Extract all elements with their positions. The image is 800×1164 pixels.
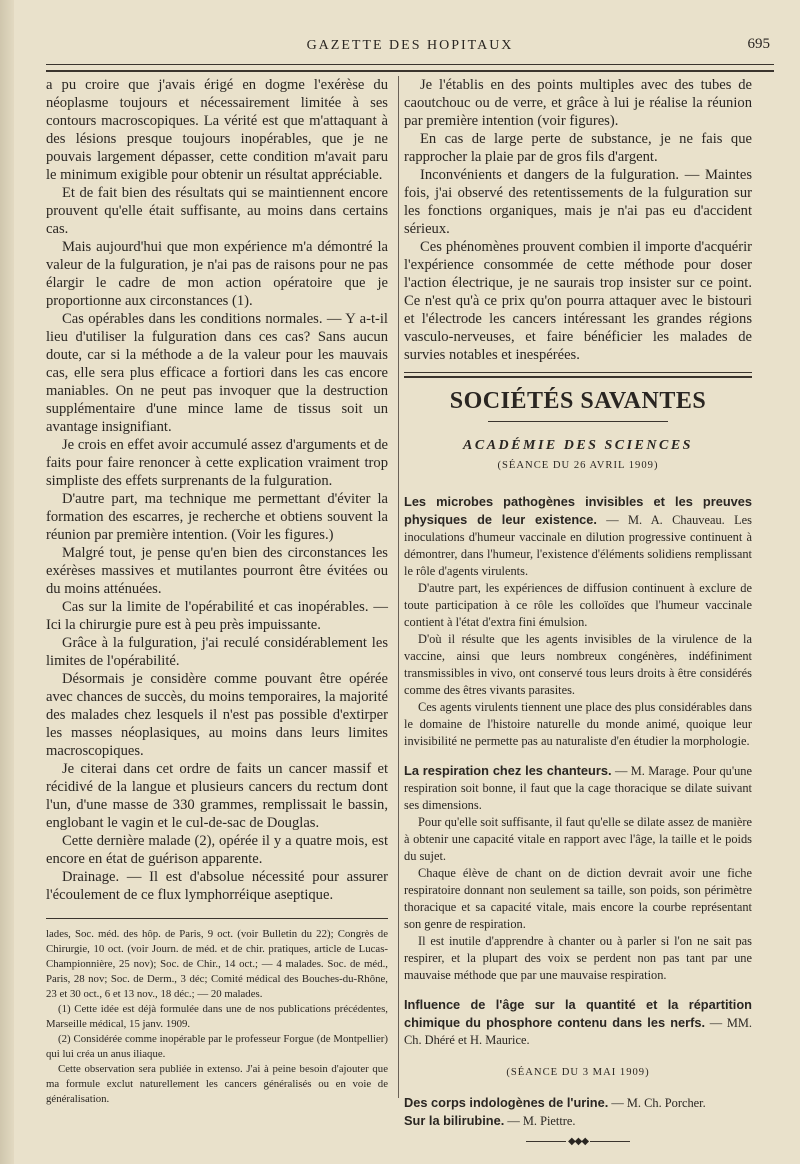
communication-heading <box>404 1112 752 1130</box>
footnotes <box>46 927 388 1107</box>
header-rule <box>46 64 774 72</box>
communication-title: La respiration chez les chanteurs. <box>404 763 612 778</box>
column-divider <box>398 76 399 1098</box>
end-ornament: ◆◆◆ <box>404 1136 752 1147</box>
paragraph: Inconvénients et dangers de la fulguration. — Maintes fois, j'ai observé des retentissements de la fulguration sur les fonctions organiques, mais je n'ai pas eu d'accident sérieux. <box>404 167 752 237</box>
seance-date: (SÉANCE DU 26 AVRIL 1909) <box>497 460 659 471</box>
communication-paragraph: D'où il résulte que les agents invisibles de la virulence de la vaccine, ainsi que leurs nombreux congénères, indéfiniment transmissibles in vivo, ont conservé tous leurs droits à être considérés comme des êtres vivants parasites. <box>404 632 752 697</box>
communication-title: Les microbes pathogènes invisibles et les preuves physiques de leur existence. <box>404 494 752 527</box>
communication-heading <box>404 1094 752 1112</box>
page-binding-edge <box>0 0 14 1164</box>
communication-authors: — M. Ch. Porcher. <box>611 1096 706 1110</box>
footnote: (1) Cette idée est déjà formulée dans une de nos publications précédentes, Marseille médical, 15 janv. 1909. <box>46 1003 388 1030</box>
footnote: lades, Soc. méd. des hôp. de Paris, 9 oct. (voir Bulletin du 22); Congrès de Chirurgie, 10 oct. (voir Journ. de méd. et de chir. pratiques, article de Lucas-Championnière, 25 nov); Soc. de Chir., 14 oct.; — 4 malades. Soc. de méd., Paris, 28 nov; Soc. de Derm., 3 déc; Comité médical des Bouches-du-Rhône, 23 et 30 oct., 6 et 13 nov., 18 déc.; — 20 malades. <box>46 928 388 1000</box>
communication-title: Des corps indologènes de l'urine. <box>404 1095 609 1110</box>
communication-paragraph: Pour qu'elle soit suffisante, il faut qu'elle se dilate assez de manière à obtenir une capacité vitale en rapport avec l'âge, la taille et le poids du sujet. <box>404 815 752 863</box>
section-title: SOCIÉTÉS SAVANTES <box>449 388 707 414</box>
academy-title: ACADÉMIE DES SCIENCES <box>463 438 693 453</box>
paragraph: Désormais je considère comme pouvant être opérée avec chances de succès, du moins temporaires, la majorité des malades chez lesquels il n'est pas possible d'extirper les masses néoplasiques, au moins dans leurs limites macroscopiques. <box>46 671 388 759</box>
communication-text: Pour qu'une respiration soit bonne, il faut que la cage thoracique se dilate suivant ses dimensions. <box>404 764 752 812</box>
paragraph: Ces phénomènes prouvent combien il importe d'acquérir l'expérience consommée de cette méthode pour doser l'action électrique, je ne saurais trop insister sur ce point. Ce n'est qu'à ce prix qu'on pourra attaquer avec le bistouri et l'électrode les cancers intéressant les grandes régions vasculo-nerveuses, et faire bénéficier les malades de survies notables et inespérées. <box>404 239 752 363</box>
right-body-text <box>404 76 752 364</box>
left-column <box>46 76 388 1107</box>
footnote: (2) Considérée comme inopérable par le professeur Forgue (de Montpellier) qui lui créa un anus iliaque. <box>46 1033 388 1060</box>
paragraph: En cas de large perte de substance, je ne fais que rapprocher la plaie par de gros fils d'argent. <box>404 131 752 165</box>
paragraph: Drainage. — Il est d'absolue nécessité pour assurer l'écoulement de ce flux lymphorréique aseptique. <box>46 869 388 903</box>
paragraph: D'autre part, ma technique me permettant d'éviter la formation des escarres, je recherche et obtiens souvent la réunion par première intention. (Voir les figures.) <box>46 491 388 543</box>
communication-heading <box>404 996 752 1049</box>
paragraph: Cas opérables dans les conditions normales. — Y a-t-il lieu d'utiliser la fulguration dans ces cas? Sans aucun doute, car si la méthode a de la valeur pour les mauvais cas, elle sera plus efficace a fortiori dans les cas encore maniables. On ne peut pas invoquer que la destruction supplémentaire d'une mince lame de tissus soit un avantage insignifiant. <box>46 311 388 435</box>
paragraph: Et de fait bien des résultats qui se maintiennent encore prouvent qu'elle était suffisante, au moins dans certains cas. <box>46 185 388 237</box>
seance-date: (SÉANCE DU 3 MAI 1909) <box>506 1067 650 1078</box>
communication-authors: — M. Marage. <box>614 764 690 778</box>
paragraph: Je l'établis en des points multiples avec des tubes de caoutchouc ou de verre, et grâce à lui je réalise la réunion par première intention (voir figures). <box>404 77 752 129</box>
final-communications <box>404 1094 752 1130</box>
section-rule <box>404 372 752 378</box>
communication-authors: — M. Piettre. <box>507 1114 576 1128</box>
communication-paragraph: Chaque élève de chant on de diction devrait avoir une fiche respiratoire donnant non seulement sa taille, son poids, son périmètre thoracique et sa capacité vitale, mais encore la courbe représentant son genre de respiration. <box>404 866 752 931</box>
communication-paragraph: Ces agents virulents tiennent une place des plus considérables dans le domaine de l'histoire naturelle du monde animé, quoique leur invisibilité ne permette pas au naturaliste d'en étudier la morphologie. <box>404 700 752 748</box>
communication-paragraph: Il est inutile d'apprendre à chanter ou à parler si l'on ne sait pas respirer, et la plupart des voix se perdent non pas tant par une mauvaise méthode que par une mauvaise respiration. <box>404 934 752 982</box>
left-body-text <box>46 76 388 904</box>
communication-text: Les inoculations d'humeur vaccinale en dilution progressive continuent à démontrer, dans l'humeur, l'existence d'éléments solidiens remplissant le rôle d'agents virulents. <box>404 513 752 578</box>
communication-authors: — MM. Ch. Dhéré et H. Maurice. <box>404 1016 752 1047</box>
communications <box>404 493 752 1049</box>
footnote: Cette observation sera publiée in extenso. J'ai à peine besoin d'ajouter que ma formule exclut naturellement les cancers généralisés ou en voie de généralisation. <box>46 1063 388 1105</box>
communication-heading <box>404 762 752 814</box>
paragraph: Cas sur la limite de l'opérabilité et cas inopérables. — Ici la chirurgie pure est à peu près impuissante. <box>46 599 388 633</box>
communication-heading <box>404 493 752 580</box>
paragraph: Je crois en effet avoir accumulé assez d'arguments et de faits pour faire renoncer à cette explication vraiment trop simpliste des effets surprenants de la fulguration. <box>46 437 388 489</box>
page-number: 695 <box>747 36 770 52</box>
communication-authors: — M. A. Chauveau. <box>606 513 725 527</box>
paragraph: a pu croire que j'avais érigé en dogme l'exérèse du néoplasme toujours et nécessairement limitée à ses contours macroscopiques. La vérité est que m'attaquant à des lésions presque toujours inopérables, que je ne pouvais largement dépasser, cette condition m'avait paru le minimum exigible pour obtenir un résultat appréciable. <box>46 77 388 183</box>
paragraph: Mais aujourd'hui que mon expérience m'a démontré la valeur de la fulguration, je n'ai pas de raisons pour ne pas élargir le cadre de mon action opératoire que je proportionne aux circonstances (1). <box>46 239 388 309</box>
communication-paragraph: D'autre part, les expériences de diffusion continuent à exclure de toute participation à ce rôle les colloïdes que l'humeur vaccinale contient à l'état d'extra fini émulsion. <box>404 581 752 629</box>
right-column <box>404 76 752 1147</box>
paragraph: Cette dernière malade (2), opérée il y a quatre mois, est encore en état de guérison apparente. <box>46 833 388 867</box>
paragraph: Grâce à la fulguration, j'ai reculé considérablement les limites de l'opérabilité. <box>46 635 388 669</box>
communication-title: Influence de l'âge sur la quantité et la répartition chimique du phosphore contenu dans les nerfs. <box>404 997 752 1030</box>
communication-title: Sur la bilirubine. <box>404 1113 505 1128</box>
section-title-underline <box>488 421 668 422</box>
running-title: GAZETTE DES HOPITAUX <box>306 38 514 53</box>
paragraph: Malgré tout, je pense qu'en bien des circonstances les exérèses massives et mutilantes pourront être évitées ou du moins atténuées. <box>46 545 388 597</box>
page-header <box>40 36 780 60</box>
footnote-separator <box>46 918 388 919</box>
paragraph: Je citerai dans cet ordre de faits un cancer massif et récidivé de la langue et plusieurs cancers du rectum dont l'un, d'une masse de 330 grammes, remplissait le bassin, englobant le vagin et le cul-de-sac de Douglas. <box>46 761 388 831</box>
